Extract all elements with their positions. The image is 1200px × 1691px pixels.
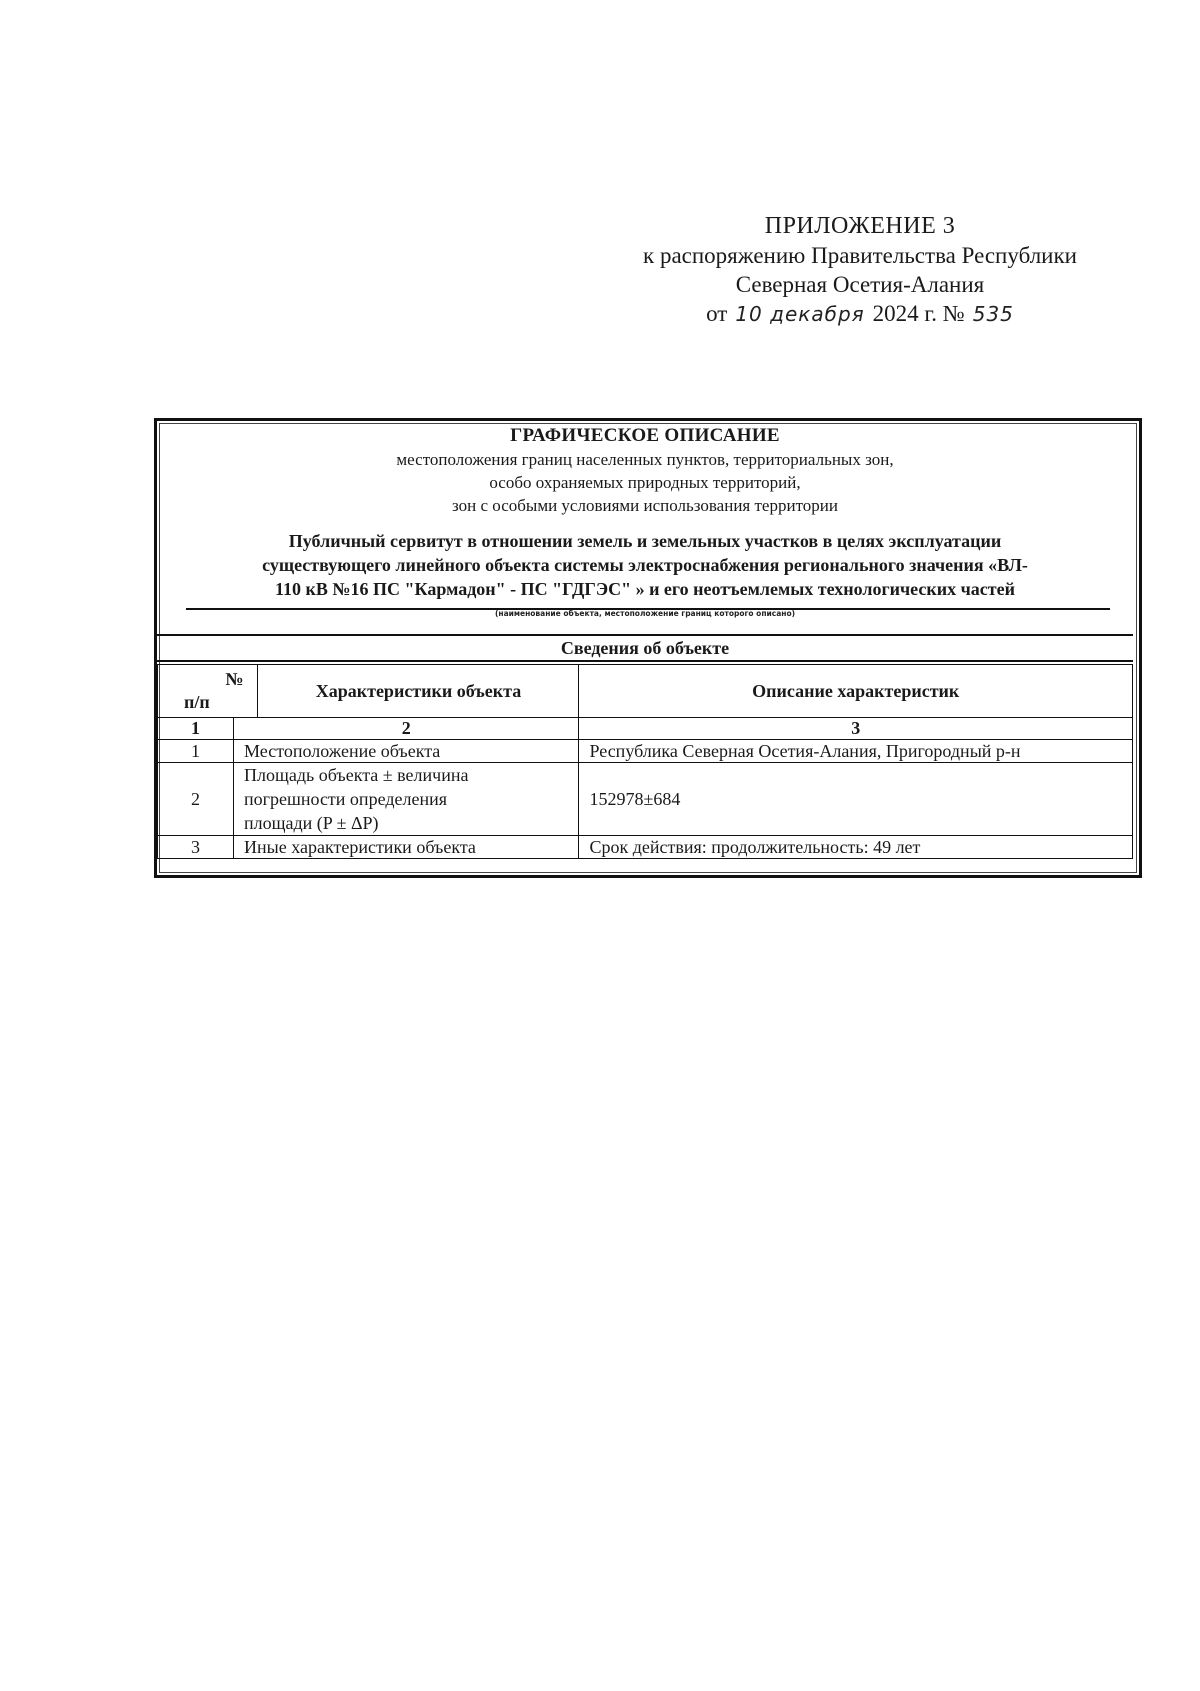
row-number: 2: [158, 763, 234, 836]
date-prefix: от: [706, 301, 728, 326]
handwritten-date: 10 декабря: [735, 302, 865, 326]
handwritten-number: 535: [972, 302, 1014, 326]
object-name-line-1: Публичный сервитут в отношении земель и земельных участков в целях эксплуатации: [288, 531, 1002, 551]
object-info-table: [157, 664, 1133, 859]
date-line: [600, 299, 1120, 329]
row-number: 1: [158, 740, 234, 763]
object-name: [160, 529, 1130, 601]
header-num-pp: п/п: [184, 692, 210, 712]
object-name-line-3: 110 кВ №16 ПС "Кармадон" - ПС "ГДГЭС" » и его неотъемлемых технологических частей: [275, 579, 1015, 599]
row-characteristic: Иные характеристики объекта: [234, 836, 579, 859]
row-value: Республика Северная Осетия-Алания, Пригородный р-н: [579, 740, 1133, 763]
graphic-description: [160, 424, 1130, 601]
header-characteristics: Характеристики объекта: [258, 665, 579, 718]
description-title: ГРАФИЧЕСКОЕ ОПИСАНИЕ: [510, 425, 780, 446]
row-value: 152978±684: [579, 763, 1133, 836]
index-cell-2: 2: [234, 718, 579, 740]
index-cell-1: 1: [158, 718, 234, 740]
row-value: Срок действия: продолжительность: 49 лет: [579, 836, 1133, 859]
table-row: [158, 836, 1133, 859]
object-name-line-2: существующего линейного объекта системы электроснабжения регионального значения «ВЛ-: [262, 555, 1028, 575]
table-index-row: [158, 718, 1133, 740]
table-row: [158, 740, 1133, 763]
description-sub-3: зон с особыми условиями использования территории: [452, 496, 838, 515]
object-caption: (наименование объекта, местоположение границ которого описано): [494, 609, 796, 618]
table-header-row: [158, 665, 1133, 718]
header-description: Описание характеристик: [579, 665, 1133, 718]
appendix-header: [600, 212, 1120, 329]
header-num-cell: [158, 665, 258, 718]
row-characteristic-line-3: площади (P ± ΔP): [244, 813, 379, 833]
description-sub-1: местоположения границ населенных пунктов, территориальных зон,: [396, 450, 894, 469]
row-characteristic-line-1: Площадь объекта ± величина: [244, 765, 469, 785]
description-sub-2: особо охраняемых природных территорий,: [489, 473, 801, 492]
row-number: 3: [158, 836, 234, 859]
appendix-title: ПРИЛОЖЕНИЕ 3: [764, 213, 956, 239]
row-characteristic-line-2: погрешности определения: [244, 789, 447, 809]
table-row: [158, 763, 1133, 836]
row-characteristic: Местоположение объекта: [234, 740, 579, 763]
index-cell-3: 3: [579, 718, 1133, 740]
section-title: Сведения об объекте: [157, 634, 1133, 662]
year-number-label: 2024 г. №: [872, 301, 965, 326]
row-characteristic: [234, 763, 579, 836]
appendix-line-1: к распоряжению Правительства Республики: [643, 243, 1077, 268]
header-num-sign: №: [225, 669, 244, 689]
appendix-line-2: Северная Осетия-Алания: [735, 272, 985, 297]
